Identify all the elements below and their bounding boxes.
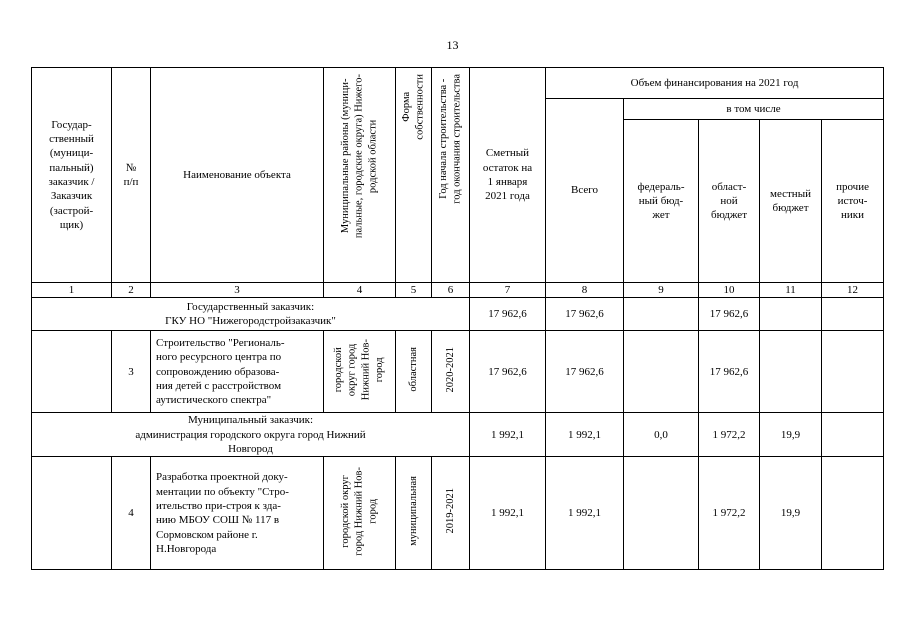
cell-object-name: Разработка проектной доку- ментации по объекту "Стро- ительство при-строя к зда- нию МБОУ СОШ № 117 в Сормовском районе г. Н.Новгорода <box>151 457 324 570</box>
cell-regional: 17 962,6 <box>699 331 760 413</box>
header-estimate: Сметный остаток на 1 января 2021 года <box>470 68 546 283</box>
col-num: 10 <box>699 283 760 298</box>
header-regional: област- ной бюджет <box>699 120 760 283</box>
col-num: 6 <box>432 283 470 298</box>
col-num: 5 <box>396 283 432 298</box>
cell-estimate: 17 962,6 <box>470 298 546 331</box>
cell-district: городской округ город Нижний Нов- город <box>324 331 396 413</box>
header-districts: Муниципальные районы (муници- пальные, городские округа) Нижего- родской области <box>324 68 396 283</box>
customer-name: Муниципальный заказчик: администрация городского округа город Нижний Новгород <box>32 413 470 457</box>
cell-total: 17 962,6 <box>546 298 624 331</box>
col-num: 4 <box>324 283 396 298</box>
col-num: 12 <box>822 283 884 298</box>
cell-federal <box>624 331 699 413</box>
cell-ownership: областная <box>396 331 432 413</box>
cell-other <box>822 457 884 570</box>
cell-years: 2019-2021 <box>432 457 470 570</box>
cell-regional: 1 972,2 <box>699 413 760 457</box>
cell-estimate: 1 992,1 <box>470 457 546 570</box>
cell-district: городской округ город Нижний Нов- город <box>324 457 396 570</box>
cell-total: 1 992,1 <box>546 413 624 457</box>
customer-row <box>32 413 884 457</box>
cell-regional: 1 972,2 <box>699 457 760 570</box>
cell-ownership: муниципальная <box>396 457 432 570</box>
object-row <box>32 331 884 413</box>
header-including: в том числе <box>624 99 884 120</box>
cell-other <box>822 298 884 331</box>
col-num: 1 <box>32 283 112 298</box>
header-years: Год начала строительства - год окончания строительства <box>432 68 470 283</box>
col-num: 8 <box>546 283 624 298</box>
cell-num: 3 <box>112 331 151 413</box>
cell-object-name: Строительство "Региональ- ного ресурсного центра по сопровождению образова- ния детей с расстройством аутистического спектра" <box>151 331 324 413</box>
cell-years: 2020-2021 <box>432 331 470 413</box>
header-funding: Объем финансирования на 2021 год <box>546 68 884 99</box>
header-row-1 <box>32 68 884 99</box>
cell-local <box>760 331 822 413</box>
cell-num: 4 <box>112 457 151 570</box>
header-customer: Государ- ственный (муници- пальный) заказчик / Заказчик (застрой- щик) <box>32 68 112 283</box>
customer-name: Государственный заказчик: ГКУ НО "Нижегородстройзаказчик" <box>32 298 470 331</box>
cell-total: 1 992,1 <box>546 457 624 570</box>
cell-federal <box>624 298 699 331</box>
empty-customer-cell <box>32 331 112 413</box>
page-number: 13 <box>446 38 459 52</box>
header-federal: федераль- ный бюд- жет <box>624 120 699 283</box>
cell-federal: 0,0 <box>624 413 699 457</box>
empty-customer-cell <box>32 457 112 570</box>
column-number-row <box>32 283 884 298</box>
header-object-name: Наименование объекта <box>151 68 324 283</box>
cell-local: 19,9 <box>760 413 822 457</box>
header-ownership: Форма собственности <box>396 68 432 283</box>
cell-local <box>760 298 822 331</box>
col-num: 9 <box>624 283 699 298</box>
cell-other <box>822 413 884 457</box>
col-num: 3 <box>151 283 324 298</box>
customer-row <box>32 298 884 331</box>
header-number: № п/п <box>112 68 151 283</box>
header-total: Всего <box>546 99 624 283</box>
col-num: 11 <box>760 283 822 298</box>
cell-regional: 17 962,6 <box>699 298 760 331</box>
cell-estimate: 1 992,1 <box>470 413 546 457</box>
cell-local: 19,9 <box>760 457 822 570</box>
cell-total: 17 962,6 <box>546 331 624 413</box>
col-num: 2 <box>112 283 151 298</box>
cell-federal <box>624 457 699 570</box>
object-row <box>32 457 884 570</box>
header-other: прочие источ- ники <box>822 120 884 283</box>
header-local: местный бюджет <box>760 120 822 283</box>
cell-estimate: 17 962,6 <box>470 331 546 413</box>
budget-table <box>31 67 884 570</box>
col-num: 7 <box>470 283 546 298</box>
cell-other <box>822 331 884 413</box>
